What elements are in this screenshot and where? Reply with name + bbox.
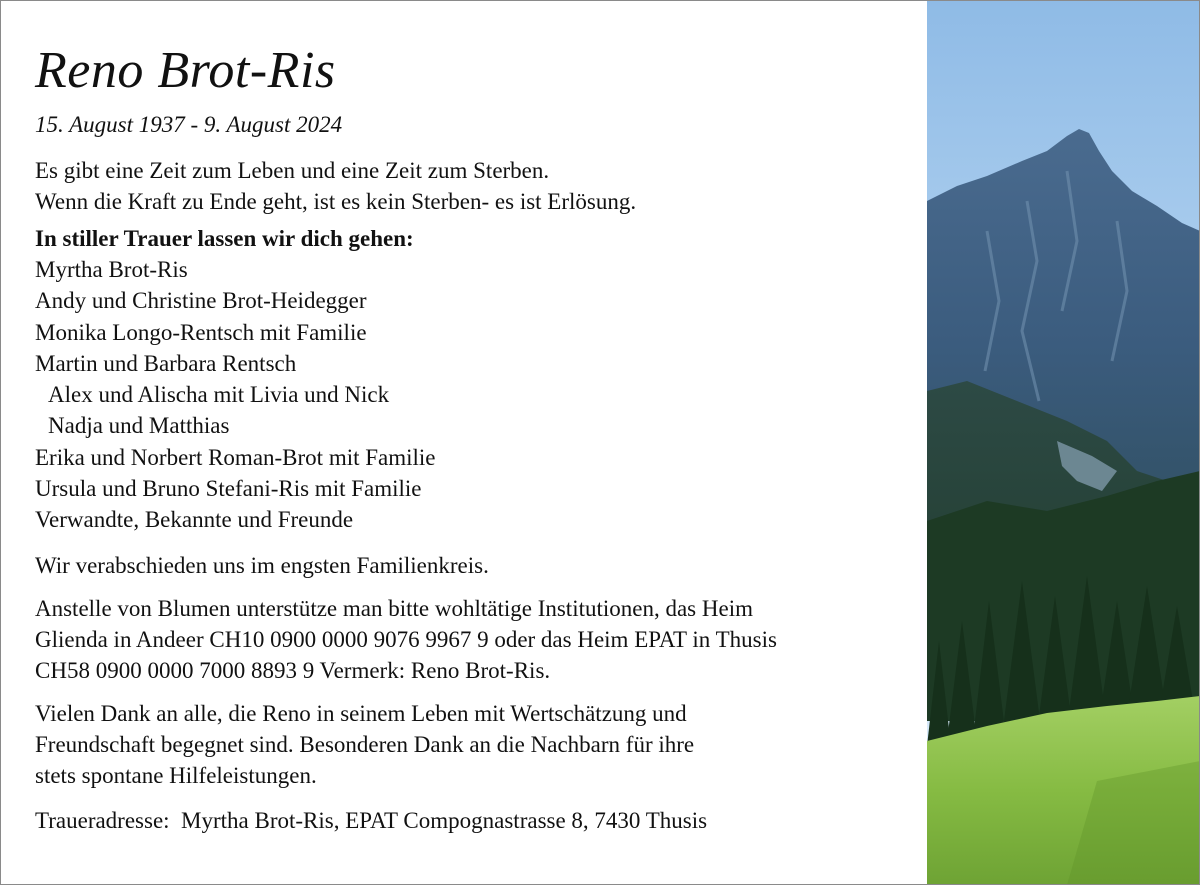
thanks-note xyxy=(35,698,920,791)
mourner-entry: Alex und Alischa mit Livia und Nick xyxy=(48,382,390,408)
deceased-name: Reno Brot-Ris xyxy=(35,42,336,99)
mourner-entry: Andy und Christine Brot-Heidegger xyxy=(35,288,367,314)
mourner-entry: Martin und Barbara Rentsch xyxy=(35,350,297,376)
mountain-landscape-photo xyxy=(927,1,1200,885)
donation-line: Glienda in Andeer CH10 0900 0000 9076 9967 9 oder das Heim EPAT in Thusis xyxy=(35,626,777,652)
verse-line: Es gibt eine Zeit zum Leben und eine Zeit zum Sterben. xyxy=(35,158,550,183)
mourners-list xyxy=(35,254,920,536)
mourner-entry: Erika und Norbert Roman-Brot mit Familie xyxy=(35,444,436,470)
thanks-line: Vielen Dank an alle, die Reno in seinem Leben mit Wertschätzung und xyxy=(35,700,687,726)
life-dates: 15. August 1937 - 9. August 2024 xyxy=(35,112,343,137)
donation-line: CH58 0900 0000 7000 8893 9 Vermerk: Reno Brot-Ris. xyxy=(35,657,551,683)
thanks-line: stets spontane Hilfeleistungen. xyxy=(35,762,317,788)
mourner-entry: Nadja und Matthias xyxy=(48,413,230,439)
donation-note xyxy=(35,593,920,686)
notice-text-column xyxy=(35,41,920,836)
donation-line: Anstelle von Blumen unterstütze man bitte wohltätige Institutionen, das Heim xyxy=(35,595,753,621)
mourner-entry: Myrtha Brot-Ris xyxy=(35,257,188,282)
farewell-note: Wir verabschieden uns im engsten Familienkreis. xyxy=(35,552,489,578)
mourning-address: Traueradresse: Myrtha Brot-Ris, EPAT Compognastrasse 8, 7430 Thusis xyxy=(35,807,708,833)
verse-line: Wenn die Kraft zu Ende geht, ist es kein Sterben- es ist Erlösung. xyxy=(35,189,637,214)
mourner-entry: Ursula und Bruno Stefani-Ris mit Familie xyxy=(35,476,422,502)
thanks-line: Freundschaft begegnet sind. Besonderen Dank an die Nachbarn für ihre xyxy=(35,731,695,757)
mourner-entry: Verwandte, Bekannte und Freunde xyxy=(35,507,354,533)
mourners-heading: In stiller Trauer lassen wir dich gehen: xyxy=(35,226,414,251)
mourner-entry: Monika Longo-Rentsch mit Familie xyxy=(35,319,367,345)
verse xyxy=(35,155,920,217)
